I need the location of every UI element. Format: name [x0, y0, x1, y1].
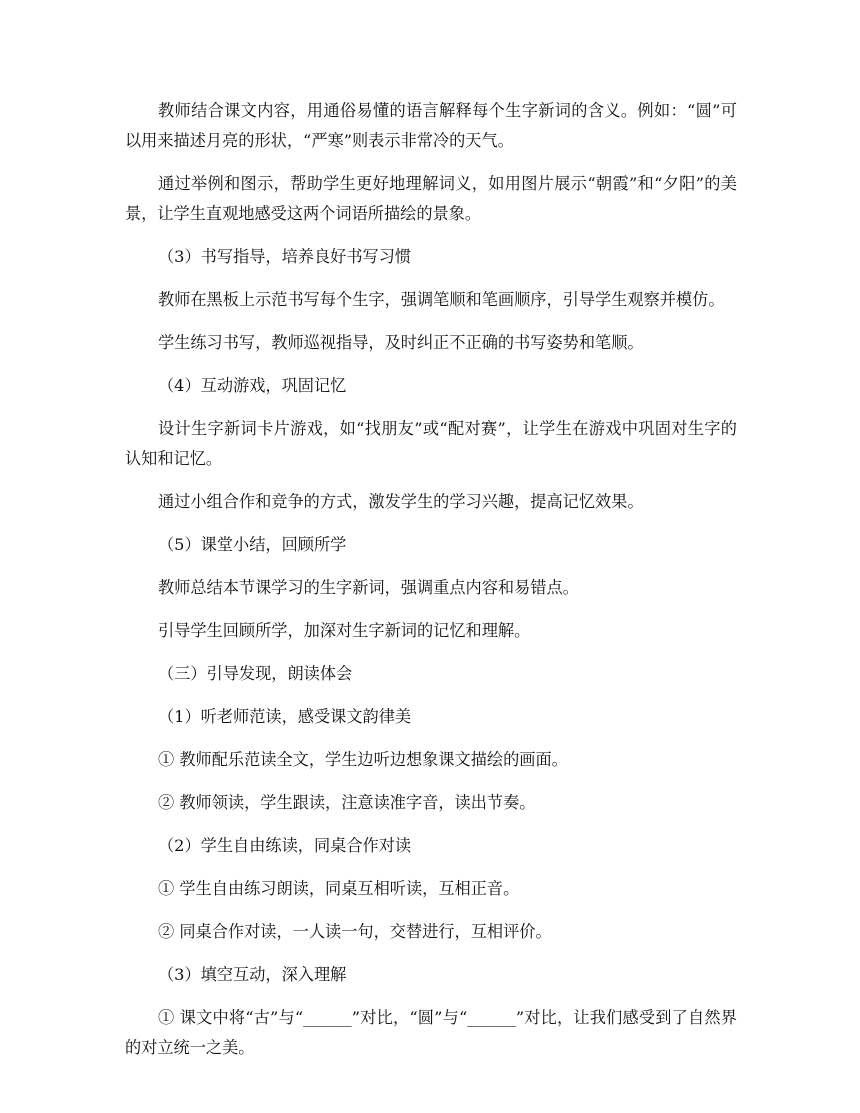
- section-heading: （2）学生自由练读，同桌合作对读: [158, 836, 412, 855]
- paragraph: 引导学生回顾所学，加深对生字新词的记忆和理解。: [158, 621, 531, 640]
- paragraph: 通过小组合作和竞争的方式，激发学生的学习兴趣，提高记忆效果。: [158, 492, 644, 511]
- paragraph: 教师总结本节课学习的生字新词，强调重点内容和易错点。: [158, 578, 579, 597]
- list-item: ① 教师配乐范读全文，学生边听边想象课文描绘的画面。: [158, 750, 568, 769]
- list-item: ② 同桌合作对读，一人读一句，交替进行，互相评价。: [158, 922, 552, 941]
- paragraph: 教师在黑板上示范书写每个生字，强调笔顺和笔画顺序，引导学生观察并模仿。: [158, 290, 725, 309]
- list-item: ② 教师领读，学生跟读，注意读准字音，读出节奏。: [158, 793, 536, 812]
- section-heading: （1）听老师范读，感受课文韵律美: [158, 707, 412, 726]
- paragraph: 通过举例和图示，帮助学生更好地理解词义，如用图片展示“朝霞”和“夕阳”的美景，让学生直观地感受这两个词语所描绘的景象。: [125, 174, 737, 223]
- section-heading: （3）填空互动，深入理解: [158, 965, 347, 984]
- paragraph: 设计生字新词卡片游戏，如“找朋友”或“配对赛”，让学生在游戏中巩固对生字的认知和记忆。: [125, 419, 737, 468]
- document-body: [125, 96, 737, 1076]
- section-heading: （3）书写指导，培养良好书写习惯: [158, 247, 412, 266]
- paragraph: 学生练习书写，教师巡视指导，及时纠正不正确的书写姿势和笔顺。: [158, 333, 644, 352]
- section-heading: （4）互动游戏，巩固记忆: [158, 376, 347, 395]
- section-heading: （三）引导发现，朗读体会: [158, 664, 353, 683]
- section-heading: （5）课堂小结，回顾所学: [158, 535, 347, 554]
- list-item: ① 课文中将“古”与“______”对比，“圆”与“______”对比，让我们感受到了自然界的对立统一之美。: [125, 1008, 737, 1057]
- list-item: ① 学生自由练习朗读，同桌互相听读，互相正音。: [158, 879, 520, 898]
- paragraph: 教师结合课文内容，用通俗易懂的语言解释每个生字新词的含义。例如：“圆”可以用来描述月亮的形状，“严寒”则表示非常冷的天气。: [125, 101, 737, 150]
